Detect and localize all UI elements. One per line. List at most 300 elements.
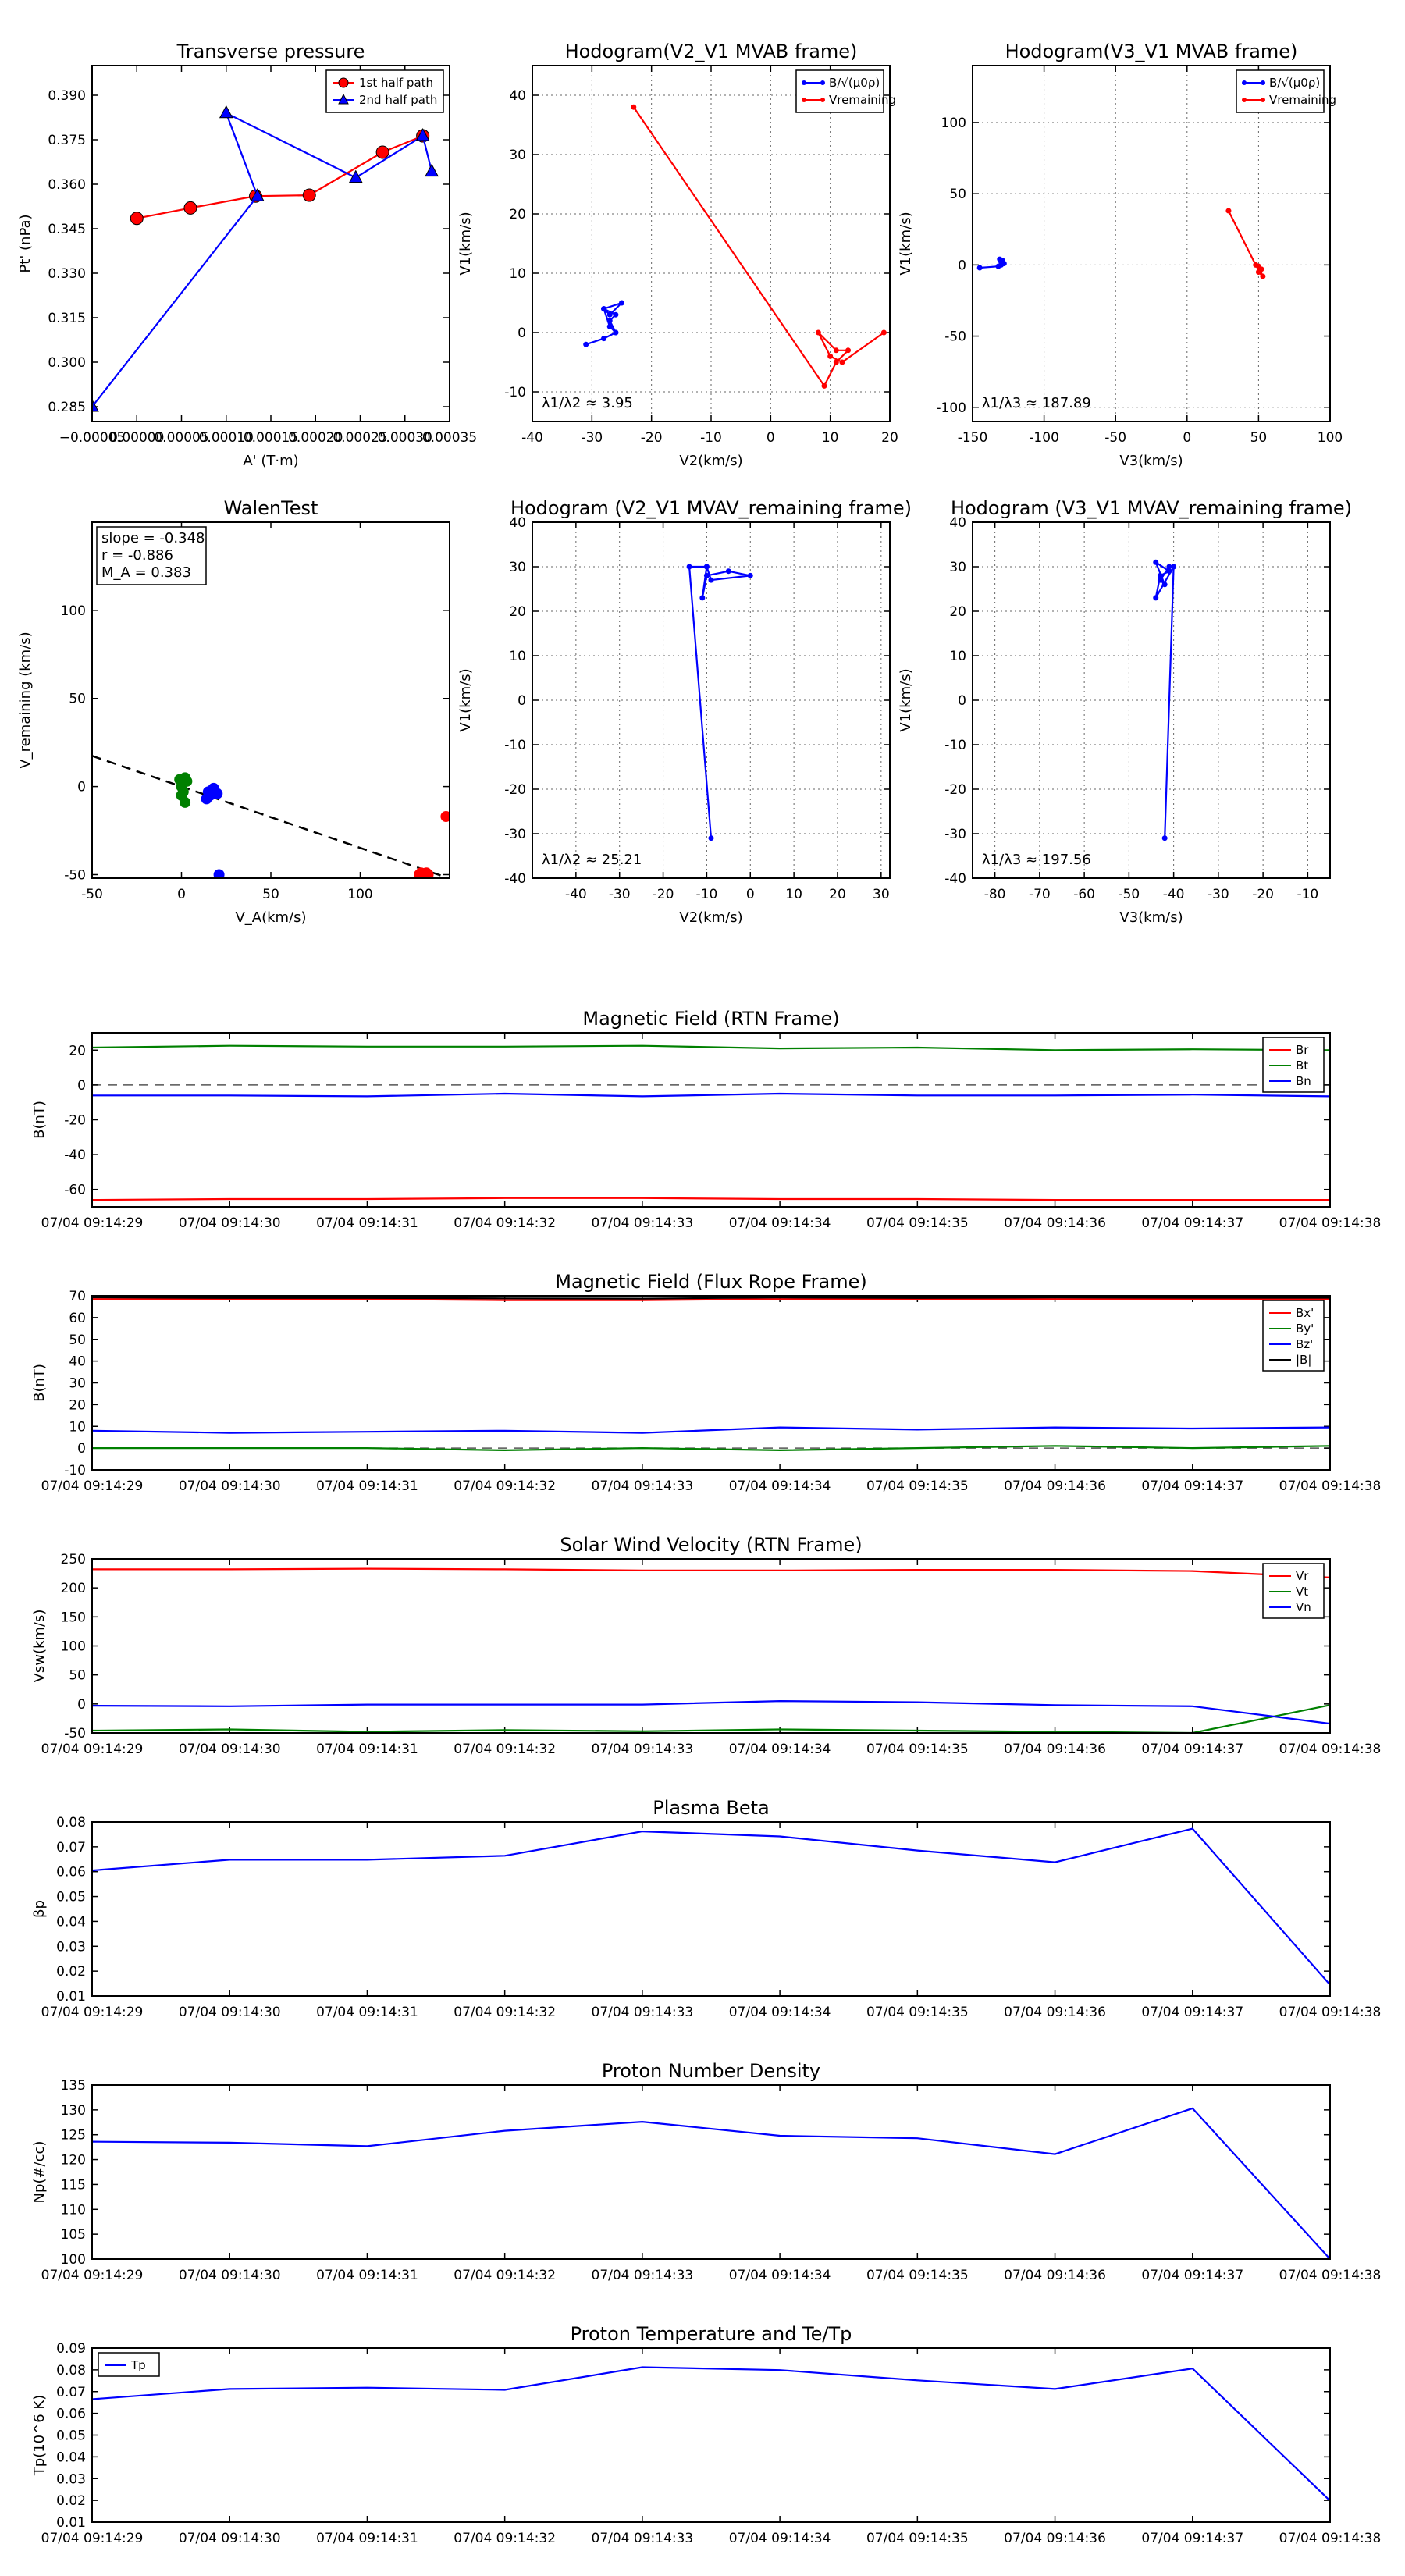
plot-frame	[92, 1822, 1330, 1996]
y-tick-label: 60	[69, 1310, 86, 1326]
x-tick-label: 0	[745, 887, 755, 902]
x-tick-label: 07/04 09:14:30	[178, 1215, 281, 1231]
y-tick-label: 30	[69, 1375, 86, 1392]
y-tick-label: 0	[77, 1077, 86, 1094]
x-tick-label: -100	[1029, 430, 1059, 446]
data-point	[601, 306, 606, 311]
y-tick-label: 0	[77, 1441, 86, 1457]
data-point	[834, 347, 839, 353]
legend-label: Bx'	[1296, 1306, 1314, 1320]
y-tick-label: -60	[64, 1182, 86, 1198]
chart-title: Proton Temperature and Te/Tp	[570, 2323, 852, 2345]
y-tick-label: 0.07	[56, 2384, 86, 2400]
stats-text: slope = -0.348	[101, 530, 205, 546]
data-layer	[92, 1569, 1330, 1733]
x-tick-label: 07/04 09:14:37	[1141, 2005, 1244, 2020]
data-point	[220, 106, 233, 118]
data-point	[726, 568, 731, 574]
x-tick-label: 0.00015	[243, 430, 299, 446]
x-tick-label: 0.00010	[198, 430, 254, 446]
y-tick-label: 0.04	[56, 1914, 86, 1930]
x-tick-label: -80	[984, 887, 1006, 902]
x-tick-label: 07/04 09:14:38	[1279, 2531, 1382, 2546]
y-tick-label: 200	[60, 1581, 86, 1597]
data-point	[619, 301, 624, 306]
x-tick-label: 07/04 09:14:30	[178, 1742, 281, 1757]
x-tick-label: 07/04 09:14:32	[454, 1215, 557, 1231]
y-tick-label: 0	[958, 258, 966, 274]
y-axis-label: V1(km/s)	[898, 668, 914, 732]
lambda-ratio-annotation: λ1/λ3 ≈ 197.56	[982, 852, 1091, 868]
data-point	[421, 867, 432, 878]
y-tick-label: 0.360	[48, 177, 86, 193]
series-line-Bt	[92, 1046, 1330, 1051]
x-tick-label: 07/04 09:14:36	[1004, 2531, 1106, 2546]
legend-marker	[802, 80, 806, 85]
x-tick-label: -40	[564, 887, 587, 902]
x-tick-label: 0.00020	[288, 430, 343, 446]
legend-label: Br	[1296, 1043, 1309, 1057]
legend-label: Bn	[1296, 1074, 1311, 1088]
data-layer	[583, 105, 887, 389]
chart-proton-temperature	[31, 2323, 1381, 2546]
y-axis-label: Pt' (nPa)	[17, 214, 34, 273]
x-tick-label: -50	[1118, 887, 1140, 902]
y-tick-label: -10	[944, 738, 966, 753]
x-tick-label: 100	[1317, 430, 1343, 446]
x-tick-label: 07/04 09:14:31	[316, 2531, 418, 2546]
x-tick-label: 20	[829, 887, 846, 902]
legend-label: Bt	[1296, 1059, 1309, 1073]
y-tick-label: 100	[60, 2252, 86, 2268]
legend-marker	[802, 98, 806, 102]
data-point	[607, 324, 613, 329]
legend-label: Tp	[131, 2358, 146, 2372]
x-tick-label: 07/04 09:14:37	[1141, 2268, 1244, 2283]
data-point	[834, 360, 839, 365]
y-tick-label: 130	[60, 2102, 86, 2119]
x-tick-label: 07/04 09:14:31	[316, 2268, 418, 2283]
y-tick-label: 0	[77, 1696, 86, 1713]
plot-frame	[92, 2085, 1330, 2259]
y-axis-label: V1(km/s)	[457, 212, 474, 276]
y-tick-label: 30	[509, 560, 526, 575]
y-tick-label: 0.345	[48, 222, 86, 237]
y-tick-label: 105	[60, 2227, 86, 2243]
legend-label: Vr	[1296, 1569, 1309, 1583]
data-point	[827, 354, 833, 359]
series-line-Bn	[92, 1094, 1330, 1096]
y-axis-label: V1(km/s)	[457, 668, 474, 732]
data-point	[977, 265, 983, 271]
x-axis-label: V3(km/s)	[1119, 453, 1183, 469]
y-tick-label: -10	[504, 738, 526, 753]
x-tick-label: 07/04 09:14:34	[728, 1215, 831, 1231]
data-point	[178, 786, 189, 797]
chart-hodogram-v3-v1-mvav	[898, 497, 1352, 926]
x-tick-label: 07/04 09:14:36	[1004, 2268, 1106, 2283]
y-tick-label: 40	[949, 515, 966, 531]
y-axis-label: V1(km/s)	[898, 212, 914, 276]
x-tick-label: 07/04 09:14:38	[1279, 2268, 1382, 2283]
legend-label: 1st half path	[359, 76, 434, 90]
data-point	[816, 330, 821, 336]
lambda-ratio-annotation: λ1/λ2 ≈ 3.95	[542, 395, 633, 411]
x-tick-label: -40	[1162, 887, 1185, 902]
legend-label: Bz'	[1296, 1337, 1314, 1351]
legend-label: |B|	[1296, 1353, 1312, 1367]
y-tick-label: 10	[509, 649, 526, 664]
data-point	[1260, 273, 1265, 279]
y-tick-label: -20	[504, 782, 526, 798]
x-tick-label: −0.00005	[59, 430, 126, 446]
plot-frame	[92, 1033, 1330, 1207]
data-point	[998, 259, 1004, 265]
chart-transverse-pressure	[17, 41, 477, 469]
y-tick-label: 120	[60, 2152, 86, 2169]
y-tick-label: 0.08	[56, 1815, 86, 1831]
y-tick-label: 0.03	[56, 1939, 86, 1955]
y-tick-label: 0.375	[48, 133, 86, 148]
chart-title: Magnetic Field (RTN Frame)	[582, 1008, 840, 1030]
data-point	[303, 189, 315, 201]
lambda-ratio-annotation: λ1/λ3 ≈ 187.89	[982, 395, 1091, 411]
data-point	[881, 330, 887, 336]
data-point	[607, 318, 613, 323]
chart-title: Hodogram (V2_V1 MVAV_remaining frame)	[510, 497, 912, 519]
x-tick-label: 07/04 09:14:29	[41, 2005, 144, 2020]
data-point	[699, 595, 705, 600]
x-tick-label: 0.00000	[109, 430, 165, 446]
x-tick-label: 07/04 09:14:31	[316, 1742, 418, 1757]
data-point	[845, 347, 851, 353]
x-tick-label: 07/04 09:14:35	[866, 2005, 969, 2020]
series-line-B	[92, 1297, 1330, 1299]
legend-label: By'	[1296, 1322, 1314, 1336]
y-tick-label: 100	[941, 115, 966, 131]
y-tick-label: 0.315	[48, 311, 86, 326]
data-point	[1153, 560, 1158, 565]
x-axis-label: V_A(km/s)	[235, 909, 307, 926]
chart-title: Hodogram (V3_V1 MVAV_remaining frame)	[950, 497, 1353, 519]
series-line-blue	[689, 567, 750, 838]
data-point	[174, 774, 185, 785]
x-tick-label: 07/04 09:14:30	[178, 2005, 281, 2020]
x-axis-label: A' (T·m)	[243, 453, 299, 469]
y-tick-label: 20	[509, 604, 526, 620]
y-tick-label: 0.06	[56, 2406, 86, 2422]
y-tick-label: 50	[949, 187, 966, 203]
data-point	[613, 312, 618, 318]
series-line-Tp	[92, 2368, 1330, 2501]
data-point	[601, 336, 606, 341]
x-tick-label: 07/04 09:14:37	[1141, 1215, 1244, 1231]
x-tick-label: 07/04 09:14:31	[316, 2005, 418, 2020]
x-tick-label: 07/04 09:14:33	[591, 2005, 694, 2020]
y-tick-label: 0.02	[56, 2493, 86, 2510]
data-point	[205, 790, 215, 801]
y-axis-label: Tp(10^6 K)	[31, 2394, 48, 2476]
y-tick-label: 0.390	[48, 88, 86, 104]
y-tick-label: 30	[949, 560, 966, 575]
data-point	[1166, 564, 1172, 570]
y-tick-label: 20	[949, 604, 966, 620]
y-tick-label: 0.01	[56, 1989, 86, 2005]
x-tick-label: -30	[608, 887, 631, 902]
y-tick-label: -50	[64, 1726, 86, 1742]
x-tick-label: 07/04 09:14:33	[591, 2531, 694, 2546]
x-tick-label: 07/04 09:14:32	[454, 2268, 557, 2283]
x-tick-label: 07/04 09:14:33	[591, 1215, 694, 1231]
y-tick-label: 10	[509, 266, 526, 282]
x-tick-label: 07/04 09:14:35	[866, 1478, 969, 1494]
legend-label: 2nd half path	[359, 93, 438, 107]
x-tick-label: 50	[262, 887, 279, 902]
x-tick-label: -20	[640, 430, 663, 446]
x-tick-label: 0.00025	[333, 430, 388, 446]
x-tick-label: 0	[1183, 430, 1192, 446]
data-point	[184, 201, 197, 214]
y-tick-label: 250	[60, 1552, 86, 1567]
data-point	[1257, 268, 1263, 273]
y-tick-label: -30	[504, 827, 526, 842]
y-tick-label: 0	[958, 693, 966, 709]
y-tick-label: 0.05	[56, 1889, 86, 1905]
x-tick-label: 07/04 09:14:32	[454, 2531, 557, 2546]
x-tick-label: 07/04 09:14:36	[1004, 1215, 1106, 1231]
data-point	[607, 312, 613, 318]
y-tick-label: -20	[944, 782, 966, 798]
y-tick-label: 50	[69, 1332, 86, 1348]
chart-magnetic-field-rtn	[31, 1008, 1381, 1231]
y-tick-label: 40	[509, 515, 526, 531]
y-tick-label: -100	[936, 400, 966, 416]
series-line-Vn	[92, 1701, 1330, 1724]
chart-solar-wind-velocity	[31, 1534, 1381, 1757]
y-tick-label: 70	[69, 1289, 86, 1304]
chart-title: WalenTest	[223, 497, 318, 519]
x-tick-label: 07/04 09:14:34	[728, 2531, 831, 2546]
y-tick-label: 115	[60, 2177, 86, 2194]
y-tick-label: 0.03	[56, 2471, 86, 2488]
data-layer	[86, 106, 438, 411]
series-line-Br	[92, 1198, 1330, 1200]
x-tick-label: 07/04 09:14:38	[1279, 1478, 1382, 1494]
data-point	[1162, 582, 1168, 587]
legend-marker	[820, 80, 825, 85]
chart-title: Hodogram(V3_V1 MVAB frame)	[1005, 41, 1298, 62]
x-tick-label: 07/04 09:14:35	[866, 1215, 969, 1231]
legend-marker	[820, 98, 825, 102]
legend-label: Vremaining	[1269, 93, 1337, 107]
y-tick-label: 0	[518, 693, 526, 709]
x-tick-label: -150	[957, 430, 988, 446]
x-tick-label: -70	[1028, 887, 1051, 902]
x-tick-label: 07/04 09:14:29	[41, 2268, 144, 2283]
x-tick-label: -20	[1252, 887, 1275, 902]
legend-marker	[1242, 80, 1247, 85]
y-tick-label: 10	[69, 1419, 86, 1436]
x-tick-label: 07/04 09:14:29	[41, 1215, 144, 1231]
y-tick-label: 100	[60, 1638, 86, 1655]
x-tick-label: 10	[785, 887, 802, 902]
chart-plasma-beta	[31, 1797, 1381, 2020]
y-tick-label: -10	[64, 1463, 86, 1478]
x-tick-label: 07/04 09:14:35	[866, 2268, 969, 2283]
y-tick-label: 20	[69, 1397, 86, 1414]
data-point	[376, 146, 389, 158]
data-point	[583, 342, 589, 347]
x-tick-label: 07/04 09:14:30	[178, 2531, 281, 2546]
data-point	[748, 573, 753, 578]
x-tick-label: 0.00030	[377, 430, 432, 446]
x-tick-label: -10	[700, 430, 722, 446]
x-tick-label: 07/04 09:14:37	[1141, 1478, 1244, 1494]
y-tick-label: 20	[69, 1043, 86, 1059]
x-tick-label: 0.00005	[154, 430, 209, 446]
x-tick-label: 07/04 09:14:38	[1279, 1742, 1382, 1757]
y-tick-label: 0.06	[56, 1864, 86, 1880]
data-point	[613, 330, 618, 336]
series-line-Vremaining	[634, 107, 884, 386]
y-tick-label: -30	[944, 827, 966, 842]
x-tick-label: 07/04 09:14:38	[1279, 1215, 1382, 1231]
chart-proton-number-density	[31, 2060, 1381, 2283]
legend-label: B/√(μ0ρ)	[1269, 76, 1321, 90]
chart-hodogram-v2-v1-mvav	[457, 497, 912, 926]
x-tick-label: 0.00035	[422, 430, 478, 446]
data-layer	[92, 1046, 1330, 1200]
data-point	[1158, 578, 1163, 583]
plot-frame	[92, 1296, 1330, 1470]
x-tick-label: 07/04 09:14:31	[316, 1215, 418, 1231]
data-layer	[92, 2368, 1330, 2501]
x-tick-label: 07/04 09:14:37	[1141, 2531, 1244, 2546]
x-tick-label: 07/04 09:14:29	[41, 1742, 144, 1757]
plot-frame	[92, 66, 450, 422]
x-tick-label: -20	[652, 887, 674, 902]
data-point	[1162, 835, 1168, 841]
x-tick-label: -60	[1073, 887, 1096, 902]
legend-label: Vremaining	[829, 93, 897, 107]
y-tick-label: 0.07	[56, 1839, 86, 1856]
chart-hodogram-v2-v1-mvab	[457, 41, 898, 469]
y-axis-label: βp	[31, 1900, 48, 1918]
data-point	[822, 383, 827, 389]
data-point	[350, 171, 362, 183]
plot-frame	[92, 2348, 1330, 2522]
x-tick-label: 07/04 09:14:30	[178, 2268, 281, 2283]
chart-title: Proton Number Density	[601, 2060, 821, 2082]
x-tick-label: 07/04 09:14:32	[454, 1742, 557, 1757]
y-tick-label: 30	[509, 148, 526, 163]
series-line-Bz	[92, 1428, 1330, 1433]
x-tick-label: 07/04 09:14:33	[591, 1742, 694, 1757]
y-axis-label: B(nT)	[31, 1101, 48, 1139]
y-tick-label: -20	[64, 1112, 86, 1129]
x-tick-label: 07/04 09:14:33	[591, 1478, 694, 1494]
legend-marker	[339, 78, 348, 87]
data-point	[631, 105, 636, 110]
legend-label: B/√(μ0ρ)	[829, 76, 880, 90]
x-tick-label: 07/04 09:14:32	[454, 1478, 557, 1494]
x-tick-label: 07/04 09:14:34	[728, 1742, 831, 1757]
x-tick-label: -40	[521, 430, 543, 446]
series-line-Vr	[92, 1569, 1330, 1578]
series-line-Vt	[92, 1705, 1330, 1733]
y-tick-label: 20	[509, 207, 526, 222]
x-tick-label: 20	[881, 430, 898, 446]
data-layer	[92, 2108, 1330, 2259]
x-tick-label: 07/04 09:14:34	[728, 2005, 831, 2020]
x-tick-label: 07/04 09:14:34	[728, 1478, 831, 1494]
x-tick-label: 07/04 09:14:38	[1279, 2005, 1382, 2020]
x-tick-label: 07/04 09:14:36	[1004, 1478, 1106, 1494]
y-axis-label: Vsw(km/s)	[31, 1609, 48, 1683]
x-tick-label: 07/04 09:14:29	[41, 1478, 144, 1494]
chart-title: Hodogram(V2_V1 MVAB frame)	[564, 41, 858, 62]
x-tick-label: 07/04 09:14:35	[866, 2531, 969, 2546]
data-point	[130, 212, 143, 225]
y-tick-label: 0.02	[56, 1964, 86, 1980]
data-layer	[687, 564, 753, 841]
x-tick-label: 07/04 09:14:32	[454, 2005, 557, 2020]
y-tick-label: -50	[64, 867, 86, 884]
data-layer	[92, 756, 451, 881]
y-tick-label: 135	[60, 2078, 86, 2094]
series-line-Np	[92, 2108, 1330, 2259]
data-layer	[977, 208, 1266, 279]
y-tick-label: 0.330	[48, 266, 86, 282]
chart-title: Magnetic Field (Flux Rope Frame)	[555, 1271, 867, 1293]
y-tick-label: 100	[60, 603, 86, 619]
y-tick-label: 0.04	[56, 2450, 86, 2466]
x-tick-label: 10	[821, 430, 839, 446]
y-tick-label: 50	[69, 691, 86, 707]
y-tick-label: 0.09	[56, 2341, 86, 2357]
x-tick-label: 07/04 09:14:34	[728, 2268, 831, 2283]
data-point	[425, 165, 438, 176]
x-tick-label: 07/04 09:14:37	[1141, 1742, 1244, 1757]
y-tick-label: 40	[509, 88, 526, 104]
data-point	[704, 573, 710, 578]
x-tick-label: -50	[1104, 430, 1127, 446]
chart-title: Transverse pressure	[176, 41, 365, 62]
y-tick-label: 125	[60, 2127, 86, 2144]
x-tick-label: 07/04 09:14:29	[41, 2531, 144, 2546]
x-tick-label: -10	[695, 887, 718, 902]
data-layer	[92, 1829, 1330, 1985]
data-point	[709, 835, 714, 841]
data-layer	[92, 1297, 1330, 1450]
series-line-By	[92, 1446, 1330, 1450]
plot-frame	[92, 1559, 1330, 1733]
data-point	[709, 578, 714, 583]
x-axis-label: V3(km/s)	[1119, 909, 1183, 926]
data-point	[687, 564, 692, 570]
chart-title: Solar Wind Velocity (RTN Frame)	[560, 1534, 863, 1556]
legend-marker	[1242, 98, 1247, 102]
x-tick-label: -30	[581, 430, 603, 446]
x-tick-label: -10	[1297, 887, 1319, 902]
x-tick-label: 07/04 09:14:36	[1004, 2005, 1106, 2020]
y-tick-label: -10	[504, 385, 526, 400]
data-point	[180, 797, 190, 808]
x-tick-label: 07/04 09:14:35	[866, 1742, 969, 1757]
y-tick-label: -40	[504, 871, 526, 887]
y-tick-label: 0.01	[56, 2515, 86, 2531]
x-axis-label: V2(km/s)	[679, 453, 743, 469]
